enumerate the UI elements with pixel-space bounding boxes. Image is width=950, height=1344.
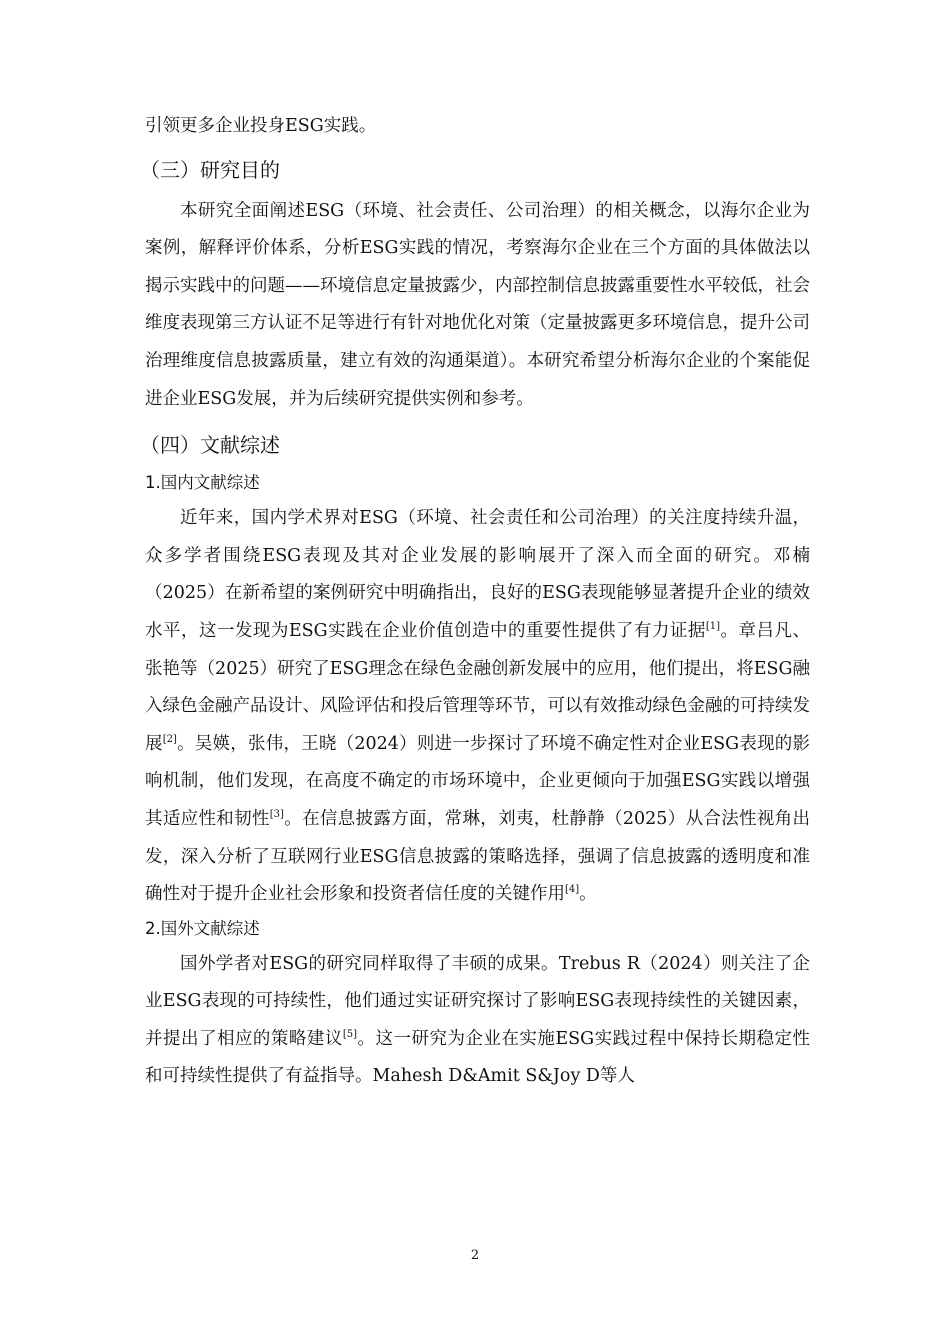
domestic-text-segment: 。在信息披露方面，常琳，刘夷，杜静静（2025）从合法性视角出发，深入分析了互联网行业ESG信息披露的策略选择，强调了信息披露的透明度和准确性对于提升企业社会形象和投资者信任度的关键作用 xyxy=(145,808,810,905)
citation-ref-1: [1] xyxy=(705,620,721,632)
domestic-text-segment: 近年来，国内学术界对ESG（环境、社会责任和公司治理）的关注度持续升温，众多学者围绕ESG表现及其对企业发展的影响展开了深入而全面的研究。邓楠（2025）在新希望的案例研究中明确指出，良好的ESG表现能够显著提升企业的绩效水平，这一发现为ESG实践在企业价值创造中的重要性提供了有力证据 xyxy=(145,508,810,641)
subsection-heading-foreign-literature: 2.国外文献综述 xyxy=(145,918,260,938)
domestic-text-segment: 。吴媖，张伟，王晓（2024）则进一步探讨了环境不确定性对企业ESG表现的影响机制，他们发现，在高度不确定的市场环境中，企业更倾向于加强ESG实践以增强其适应性和韧性 xyxy=(145,733,811,829)
citation-ref-4: [4] xyxy=(565,884,580,896)
citation-ref-3: [3] xyxy=(269,808,284,820)
domestic-text-segment: 。 xyxy=(579,884,597,905)
subsection-heading-domestic-literature: 1.国内文献综述 xyxy=(145,473,260,493)
page-number: 2 xyxy=(470,1248,480,1263)
foreign-text-segment: 国外学者对ESG的研究同样取得了丰硕的成果。Trebus R（2024）则关注了企业ESG表现的可持续性，他们通过实证研究探讨了影响ESG表现持续性的关键因素，并提出了相应的策略建议 xyxy=(145,953,810,1049)
foreign-text-segment: 。这一研究为企业在实施ESG实践过程中保持长期稳定性和可持续性提供了有益指导。Mahesh D&Amit S&Joy D等人 xyxy=(145,1028,810,1087)
foreign-literature-paragraph xyxy=(145,946,810,1096)
document-page xyxy=(140,108,811,1096)
citation-ref-5: [5] xyxy=(342,1028,358,1040)
domestic-literature-paragraph xyxy=(145,500,810,914)
citation-ref-2: [2] xyxy=(162,733,177,745)
domestic-text-segment: 。章吕凡、张艳等（2025）研究了ESG理念在绿色金融创新发展中的应用，他们提出，将ESG融入绿色金融产品设计、风险评估和投后管理等环节，可以有效推动绿色金融的可持续发展 xyxy=(145,620,811,754)
research-purpose-paragraph: 本研究全面阐述ESG（环境、社会责任、公司治理）的相关概念，以海尔企业为案例，解释评价体系，分析ESG实践的情况，考察海尔企业在三个方面的具体做法以揭示实践中的问题——环境信息定量披露少，内部控制信息披露重要性水平较低，社会维度表现第三方认证不足等进行有针对地优化对策（定量披露更多环境信息，提升公司治理维度信息披露质量，建立有效的沟通渠道）。本研究希望分析海尔企业的个案能促进企业ESG发展，并为后续研究提供实例和参考。 xyxy=(145,200,810,409)
intro-paragraph-tail: 引领更多企业投身ESG实践。 xyxy=(145,116,377,136)
section-heading-research-purpose: （三）研究目的 xyxy=(140,157,280,182)
section-heading-literature-review: （四）文献综述 xyxy=(140,433,280,458)
